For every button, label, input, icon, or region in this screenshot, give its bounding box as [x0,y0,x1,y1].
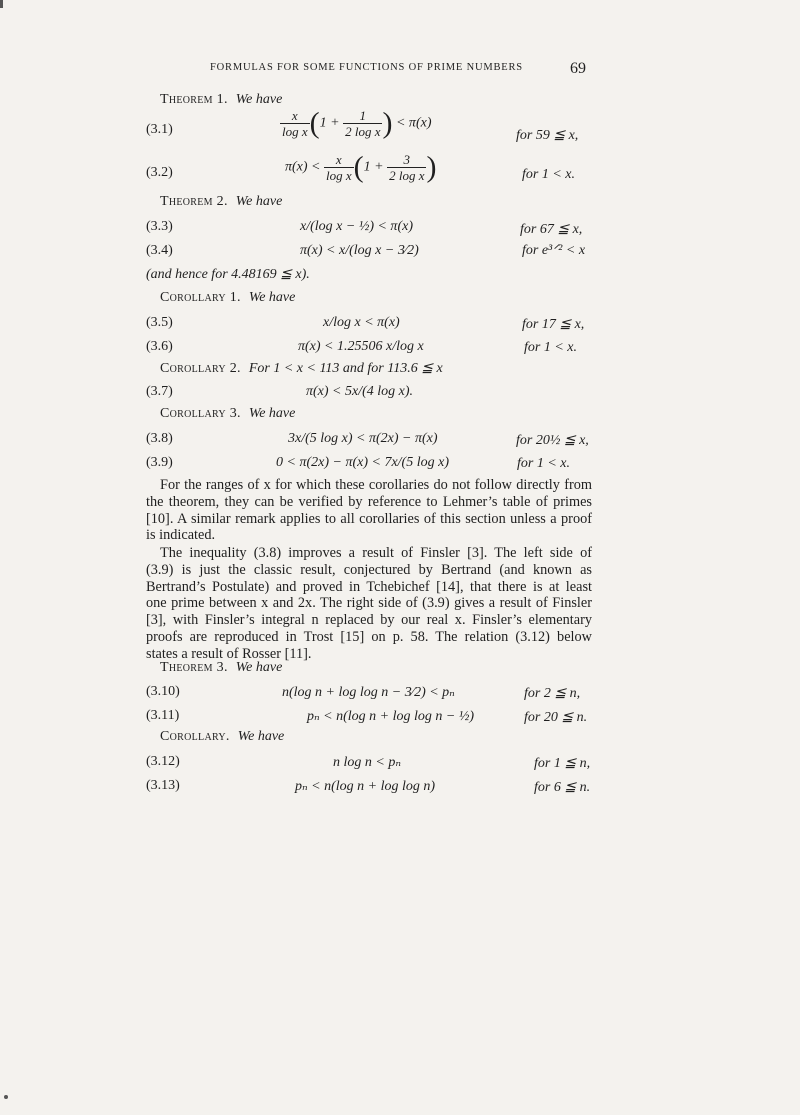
equation-condition: for 1 < x. [517,456,570,471]
equation-number: (3.3) [146,219,173,234]
corollary-heading [160,729,284,745]
equation-number: (3.6) [146,339,173,354]
equation-3-8: 3x/(5 log x) < π(2x) − π(x) [288,431,438,446]
corollary-statement: We have [237,729,285,744]
equation-3-11: pₙ < n(log n + log log n − ½) [307,709,475,724]
equation-3-12: n log n < pₙ [333,755,402,770]
scan-speck [0,0,3,8]
theorem-2-remark: (and hence for 4.48169 ≦ x). [146,267,310,282]
equation-condition: for 20 ≦ n. [524,710,588,725]
equation-condition: for 1 < x. [524,340,577,355]
running-title: FORMULAS FOR SOME FUNCTIONS OF PRIME NUMBERS [210,62,523,73]
paragraph-line: [10]. A similar remark applies to all corollaries of this section unless a proof [146,510,592,527]
equation-number: (3.10) [146,684,180,699]
equation-number: (3.5) [146,315,173,330]
equation-3-10: n(log n + log log n − 3⁄2) < pₙ [282,685,455,700]
equation-number: (3.12) [146,754,180,769]
equation-number: (3.2) [146,165,173,180]
paragraph-line: [3], with Finsler’s integral n replaced by our real x. Finsler’s elementary [146,612,592,629]
equation-number: (3.13) [146,778,180,793]
equation-number: (3.9) [146,455,173,470]
equation-3-9: 0 < π(2x) − π(x) < 7x/(5 log x) [276,455,449,470]
equation-condition: for 20½ ≦ x, [516,433,589,448]
corollary-label: Corollary 3. [160,406,241,421]
corollary-2-heading [160,360,443,377]
corollary-1-heading [160,290,295,306]
theorem-2-heading [160,194,282,210]
paragraph-line: (3.9) is just the classic result, conjectured by Bertrand (and known as [146,561,592,578]
paragraph-ranges [146,477,592,544]
theorem-label: Theorem 2. [160,194,228,209]
equation-3-6: π(x) < 1.25506 x/log x [298,339,424,354]
paragraph-line: proofs are reproduced in Trost [15] on p. 58. The relation (3.12) below [146,628,592,645]
equation-number: (3.4) [146,243,173,258]
equation-3-3: x/(log x − ½) < π(x) [300,219,413,234]
paragraph-line: The inequality (3.8) improves a result of Finsler [3]. The left side of [160,545,592,561]
equation-3-2: π(x) < $\frac{x}{\text{log x}}$ (1 + $\frac{3}{\text{2 log x}}$ ) [285,150,437,184]
equation-number: (3.7) [146,384,173,399]
equation-3-4: π(x) < x/(log x − 3⁄2) [300,243,419,258]
paragraph-finsler [146,545,592,663]
equation-condition: for 17 ≦ x, [522,317,585,332]
corollary-statement: For 1 < x < 113 and for 113.6 ≦ x [248,361,443,376]
equation-condition: for 6 ≦ n. [534,780,591,795]
scan-speck [4,1095,8,1099]
theorem-label: Theorem 3. [160,660,228,675]
corollary-label: Corollary. [160,729,230,744]
corollary-3-heading [160,406,295,422]
paragraph-line: one prime between x and 2x. The right side of (3.9) gives a result of Finsler [146,595,592,612]
paragraph-line: is indicated. [146,527,216,544]
theorem-statement: We have [235,660,283,675]
equation-3-13: pₙ < n(log n + log log n) [295,779,436,794]
paragraph-line: Bertrand’s Postulate) and proved in Tchebichef [14], that there is at least [146,578,592,595]
equation-number: (3.1) [146,122,173,137]
theorem-3-heading [160,660,282,676]
theorem-statement: We have [235,194,283,209]
corollary-label: Corollary 1. [160,290,241,305]
theorem-label: Theorem 1. [160,92,228,107]
equation-condition: for 59 ≦ x, [516,128,579,143]
theorem-statement: We have [235,92,283,107]
equation-condition: for e³ᐟ² < x [522,243,586,258]
equation-number: (3.11) [146,708,180,723]
equation-condition: for 1 < x. [522,167,575,182]
equation-3-5: x/log x < π(x) [323,315,400,330]
equation-condition: for 67 ≦ x, [520,222,583,237]
paragraph-line: the theorem, they can be verified by reference to Lehmer’s table of primes [146,493,592,510]
corollary-statement: We have [248,290,296,305]
paragraph-line: For the ranges of x for which these corollaries do not follow directly from [160,477,592,493]
equation-condition: for 2 ≦ n, [524,686,581,701]
equation-3-7: π(x) < 5x/(4 log x). [306,384,414,399]
theorem-1-heading [160,92,282,108]
page-number: 69 [570,60,586,77]
corollary-label: Corollary 2. [160,361,241,376]
corollary-statement: We have [248,406,296,421]
equation-condition: for 1 ≦ n, [534,756,591,771]
equation-number: (3.8) [146,431,173,446]
equation-3-1: $\frac{x}{\text{log x}}$ (1 + $\frac{1}{\text{2 log x}}$ ) < π(x) [282,106,432,140]
paragraph-line: states a result of Rosser [11]. [146,645,312,662]
